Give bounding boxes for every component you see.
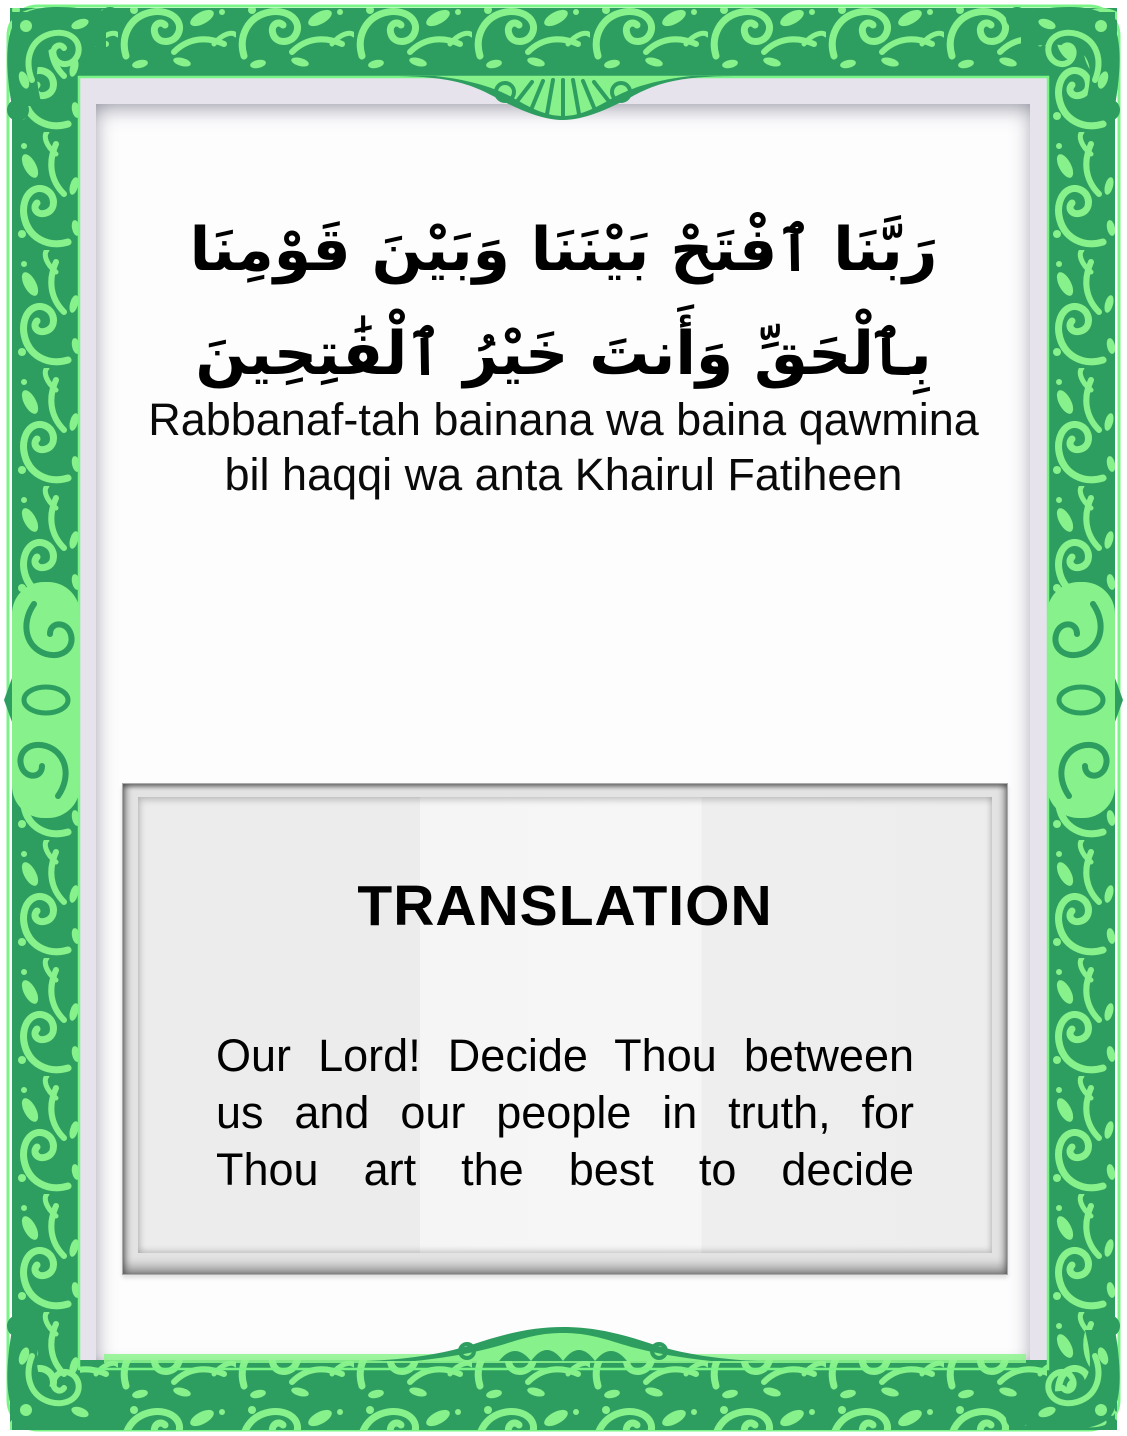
translation-panel — [122, 783, 1008, 1275]
arabic-verse: رَبَّنَا ٱفْتَحْ بَيْنَنَا وَبَيْنَ قَوْمِنَا بِٱلْحَقِّ وَأَنتَ خَيْرُ ٱلْفَٰتِحِينَ — [189, 215, 938, 389]
translation-body — [216, 1027, 914, 1198]
translation-line-1: Our Lord! Decide Thou between — [216, 1030, 914, 1081]
transliteration — [98, 392, 1029, 502]
transliteration-line-1: Rabbanaf-tah bainana wa baina qawmina — [148, 394, 979, 445]
translation-line-3: Thou art the best to decide — [216, 1144, 914, 1195]
translation-heading: TRANSLATION — [357, 874, 773, 938]
translation-panel-inner — [138, 797, 992, 1253]
transliteration-line-2: bil haqqi wa anta Khairul Fatiheen — [224, 449, 903, 500]
translation-line-2: us and our people in truth, for — [216, 1087, 914, 1138]
